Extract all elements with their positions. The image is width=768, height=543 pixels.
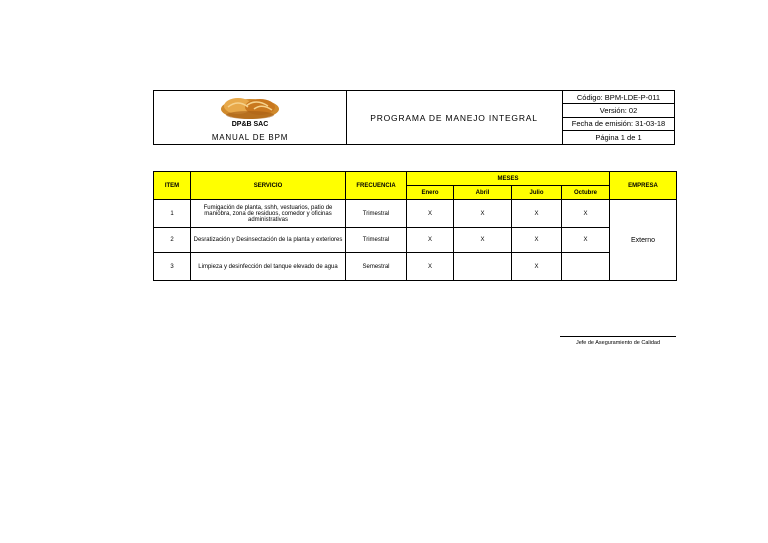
program-title: PROGRAMA DE MANEJO INTEGRAL [346, 91, 563, 144]
page-number: Página 1 de 1 [595, 132, 642, 142]
row-item: 1 [154, 200, 191, 228]
row-service: Fumigación de planta, sshh, vestuarios, patio de maniobra, zona de residuos, comedor y oficinas administrativas [191, 200, 346, 228]
row-mark: X [454, 200, 512, 228]
row-service: Desratización y Desinsectación de la planta y exteriores [191, 228, 346, 253]
row-mark: X [454, 228, 512, 253]
month-oct: Octubre [562, 186, 610, 200]
table-row [154, 228, 677, 253]
header-months: MESES [407, 172, 610, 186]
row-mark [562, 253, 610, 281]
row-mark: X [562, 228, 610, 253]
document-code: Código: BPM-LDE-P-011 [563, 91, 674, 104]
month-apr: Abril [454, 186, 512, 200]
row-frequency: Semestral [346, 253, 407, 281]
document-version: Versión: 02 [563, 104, 674, 117]
row-service: Limpieza y desinfección del tanque elevado de agua [191, 253, 346, 281]
signature-label: Jefe de Aseguramiento de Calidad [575, 340, 661, 346]
row-mark: X [562, 200, 610, 228]
row-frequency: Trimestral [346, 200, 407, 228]
row-item: 3 [154, 253, 191, 281]
row-mark: X [512, 228, 562, 253]
emission-date: Fecha de emisión: 31-03-18 [563, 118, 674, 131]
row-mark: X [407, 228, 454, 253]
header-item: ITEM [154, 172, 191, 200]
row-mark: X [512, 253, 562, 281]
document-control-box [563, 91, 674, 144]
row-item: 2 [154, 228, 191, 253]
table-row [154, 253, 677, 281]
row-mark [454, 253, 512, 281]
header-company-cell [154, 91, 347, 144]
bread-logo-icon [218, 95, 282, 121]
row-mark: X [512, 200, 562, 228]
header-company: EMPRESA [610, 172, 677, 200]
month-jul: Julio [512, 186, 562, 200]
row-frequency: Trimestral [346, 228, 407, 253]
row-mark: X [407, 253, 454, 281]
schedule-table [153, 171, 677, 281]
header-frequency: FRECUENCIA [346, 172, 407, 200]
company-value: Externo [610, 200, 677, 281]
month-jan: Enero [407, 186, 454, 200]
table-row [154, 200, 677, 228]
signature-line [560, 336, 676, 337]
document-header [153, 90, 675, 145]
manual-title: MANUAL DE BPM [211, 133, 289, 142]
company-name: DP&B SAC [231, 121, 269, 128]
header-service: SERVICIO [191, 172, 346, 200]
row-mark: X [407, 200, 454, 228]
